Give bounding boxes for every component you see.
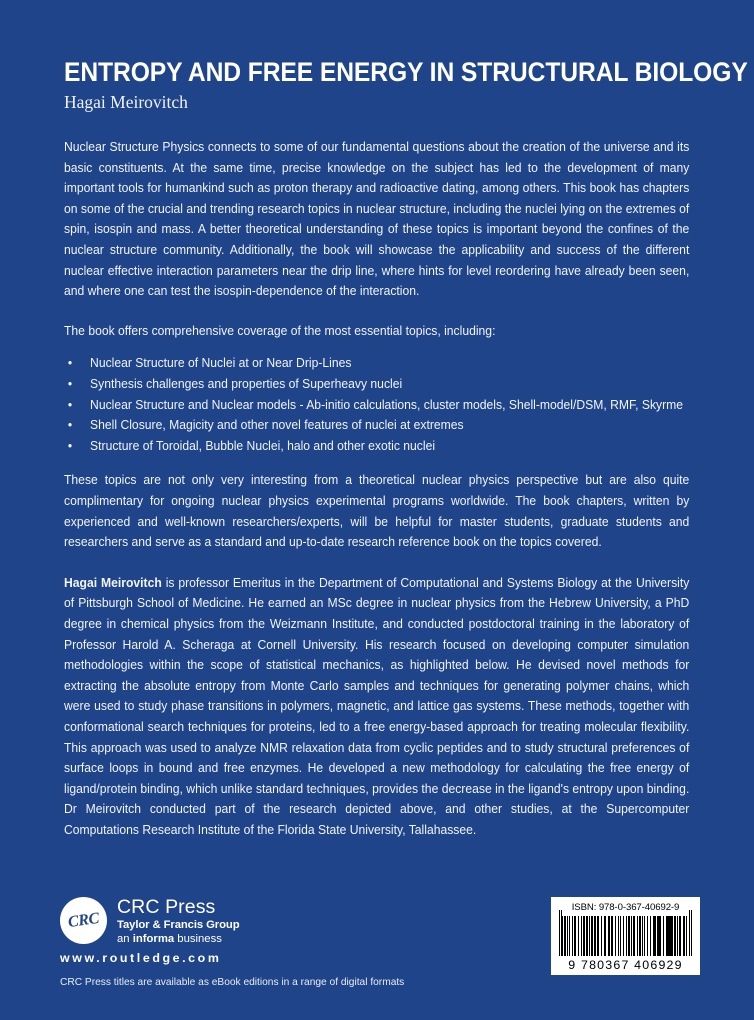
publisher-text-block bbox=[117, 896, 240, 946]
isbn-barcode bbox=[551, 897, 700, 975]
page-title: ENTROPY AND FREE ENERGY IN STRUCTURAL BIOLOGY bbox=[64, 57, 748, 87]
list-item-label: Nuclear Structure of Nuclei at or Near Drip-Lines bbox=[90, 356, 352, 371]
list-intro-paragraph: The book offers comprehensive coverage of the most essential topics, including: bbox=[64, 323, 496, 338]
list-item bbox=[64, 353, 689, 374]
author-bio-text: is professor Emeritus in the Department of Computational and Systems Biology at the University of Pittsburgh School of Medicine. He earned an MSc degree in nuclear physics from the Hebrew University, a PhD degree in chemical physics from the Weizmann Institute, and conducted postdoctoral training in the laboratory of Professor Harold A. Scheraga at Cornell University. His research focused on developing computer simulation methodologies within the scope of statistical mechanics, as highlighted below. He devised novel methods for extracting the absolute entropy from Monte Carlo samples and techniques for generating polymer chains, which were used to study phase transitions in polymers, magnetic, and lattice gas systems. These methods, together with conformational search techniques for proteins, led to a free energy-based approach for treating molecular flexibility. This approach was used to analyze NMR relaxation data from cyclic peptides and to study structural preferences of surface loops in bound and free enzymes. He developed a new methodology for calculating the free energy of ligand/protein binding, which unlike standard techniques, provides the decrease in the ligand's entropy upon binding. Dr Meirovitch conducted part of the research depicted above, and other studies, at the Supercomputer Computations Research Institute of the Florida State University, Tallahassee. bbox=[64, 575, 690, 837]
description-block bbox=[64, 137, 689, 840]
informa-prefix: an bbox=[117, 933, 133, 945]
informa-suffix: business bbox=[174, 933, 222, 945]
publisher-group: Taylor & Francis Group bbox=[117, 919, 240, 931]
crc-roundel-icon bbox=[60, 897, 107, 944]
crc-roundel-label: CRC bbox=[66, 909, 101, 931]
list-item bbox=[64, 436, 689, 457]
intro-paragraph: Nuclear Structure Physics connects to some of our fundamental questions about the creation of the universe and its basic constituents. At the same time, precise knowledge on the subject has led to the development of many important tools for humankind such as proton therapy and radioactive dating, among others. This book has chapters on some of the crucial and trending research topics in nuclear structure, including the nuclei lying on the extremes of spin, isospin and mass. A better theoretical understanding of these topics is important beyond the confines of the nuclear structure community. Additionally, the book will showcase the applicability and success of the different nuclear effective interaction parameters near the drip line, where hints for level reordering have already been seen, and where one can test the isospin-dependence of the interaction. bbox=[64, 140, 690, 299]
bullet-icon: • bbox=[67, 377, 73, 392]
list-item bbox=[64, 374, 689, 395]
spacer bbox=[64, 456, 689, 470]
barcode-digits: 9 780367 406929 bbox=[568, 958, 683, 972]
closing-paragraph: These topics are not only very interesting from a theoretical nuclear physics perspective but are also quite complimentary for ongoing nuclear physics experimental programs worldwide. The book chapters, written by experienced and well-known researchers/experts, will be helpful for master students, graduate students and researchers and serve as a standard and up-to-date research reference book on the topics covered. bbox=[64, 473, 690, 550]
informa-line bbox=[117, 932, 240, 946]
list-item-label: Nuclear Structure and Nuclear models - Ab-initio calculations, cluster models, Shell-model/DSM, RMF, Skyrme bbox=[90, 397, 684, 412]
spacer bbox=[64, 113, 690, 137]
list-item bbox=[64, 415, 689, 436]
author-bio-name: Hagai Meirovitch bbox=[64, 575, 162, 590]
list-item-label: Synthesis challenges and properties of Superheavy nuclei bbox=[90, 377, 403, 392]
informa-brand: informa bbox=[132, 933, 175, 945]
list-item bbox=[64, 395, 689, 416]
ebook-availability-note: CRC Press titles are available as eBook editions in a range of digital formats bbox=[60, 977, 405, 988]
bullet-icon: • bbox=[67, 397, 73, 412]
cover-content bbox=[64, 0, 748, 840]
spacer bbox=[64, 302, 689, 321]
publisher-website[interactable]: www.routledge.com bbox=[60, 951, 222, 965]
publisher-name: CRC Press bbox=[117, 896, 216, 918]
barcode-bars bbox=[559, 916, 692, 956]
bullet-icon: • bbox=[67, 418, 73, 433]
author-bio-paragraph bbox=[64, 573, 689, 841]
bullet-icon: • bbox=[67, 438, 73, 453]
spacer bbox=[64, 341, 689, 353]
topics-list bbox=[64, 353, 689, 456]
author-name: Hagai Meirovitch bbox=[64, 92, 188, 113]
title-block bbox=[64, 0, 748, 113]
isbn-label: ISBN: 978-0-367-40692-9 bbox=[571, 902, 680, 913]
list-item-label: Structure of Toroidal, Bubble Nuclei, halo and other exotic nuclei bbox=[90, 438, 436, 453]
list-item-label: Shell Closure, Magicity and other novel features of nuclei at extremes bbox=[90, 418, 464, 433]
bullet-icon: • bbox=[67, 356, 73, 371]
spacer bbox=[64, 553, 689, 573]
